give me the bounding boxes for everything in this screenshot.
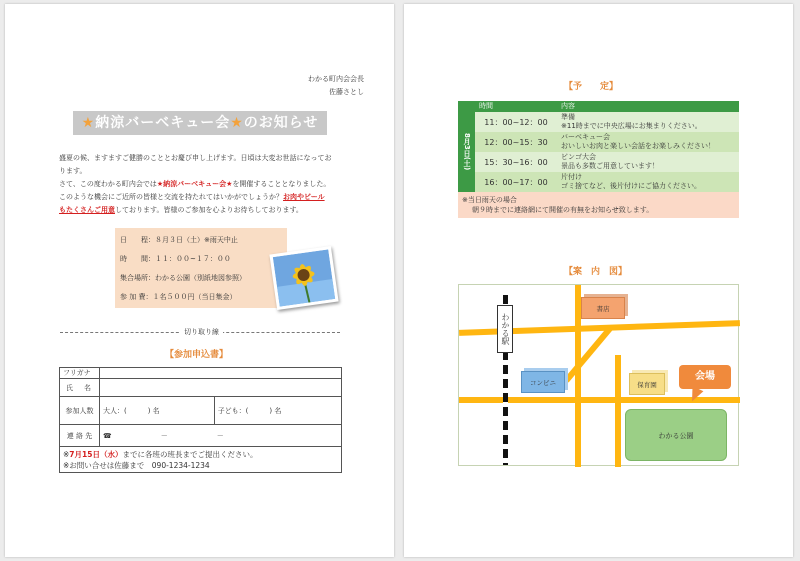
highlight-2: もたくさんご用意 — [59, 206, 115, 214]
sender-org: わかる町内会会長 — [308, 75, 364, 83]
park-area: わかる公園 — [625, 409, 727, 461]
phone-field[interactable]: ☎ － － — [100, 425, 342, 447]
adult-count-field[interactable]: 大人：( ) 名 — [100, 397, 215, 425]
star-icon: ★ — [230, 115, 244, 131]
contact-note: ※お問い合せは佐藤まで 090-1234-1234 — [63, 460, 210, 470]
event-info-box — [115, 228, 287, 308]
station-label: わかる駅 — [497, 305, 513, 353]
schedule-row: 12：00~15：30 バーベキュー会 おいしいお肉と楽しい会話をお楽しみください！ — [458, 132, 739, 152]
star-icon: ★ — [81, 115, 96, 131]
road — [564, 325, 614, 382]
schedule-row: 16：00~17：00 片付け ゴミ捨てなど、後片付けにご協力ください。 — [458, 172, 739, 192]
info-fee: 参 加 費：１名５００円（当日集金） — [120, 293, 237, 301]
body-line-2: ります。 — [59, 167, 87, 175]
furigana-label: フリガナ — [60, 368, 100, 379]
body-line-1: 盛夏の候、ますますご健勝のこととお慶び申し上げます。日頃は大変お世話になってお — [59, 154, 332, 162]
bookstore-building: 書店 — [581, 297, 625, 319]
cut-label: 切り取り線 — [180, 327, 223, 337]
info-place: 集合場所：わかる公園（別紙地図参照） — [120, 274, 246, 282]
name-field[interactable] — [100, 379, 342, 397]
venue-callout: 会場 — [679, 365, 731, 389]
name-label: 氏 名 — [60, 379, 100, 397]
sunflower-image — [273, 249, 335, 306]
header-time: 時間 — [475, 101, 557, 112]
road — [615, 355, 621, 467]
header-content: 内容 — [557, 101, 739, 112]
contact-label: 連 絡 先 — [60, 425, 100, 447]
application-form — [59, 367, 342, 473]
convenience-store-building: コンビニ — [521, 371, 565, 393]
highlight-1: お肉やビール — [283, 193, 325, 201]
form-title: 【参加申込書】 — [165, 350, 229, 360]
nursery-building: 保育園 — [629, 373, 665, 395]
guide-map — [458, 284, 739, 466]
flyer-page-2 — [404, 4, 793, 557]
sender-name: 佐藤さとし — [329, 88, 364, 96]
sunflower-photo — [269, 246, 338, 310]
body-line-4: このような機会にご近所の皆様と交流を持たれてはいかがでしょうか？お肉やビール — [59, 193, 325, 201]
schedule-row: 8月3日(土) 11：00~12：00 準備 ※11時までに中央広場にお集まりください。 — [458, 112, 739, 132]
schedule-date: 8月3日(土) — [458, 112, 475, 192]
body-line-5: もたくさんご用意しております。皆様のご参加を心よりお待ちしております。 — [59, 206, 303, 214]
deadline-note: ※7月15日（水）までに各班の班長までご提出ください。 — [63, 449, 258, 459]
schedule-title: 【予 定】 — [564, 82, 619, 92]
furigana-field[interactable] — [100, 368, 342, 379]
info-time: 時 間：１１：００~１７：００ — [120, 255, 231, 263]
event-name: ★納涼バーベキュー会★ — [156, 180, 233, 188]
schedule-row: 15：30~16：00 ビンゴ大会 景品も多数ご用意しています！ — [458, 152, 739, 172]
page-title — [73, 111, 327, 135]
title-text: 納涼バーベキュー会 — [95, 115, 231, 131]
flyer-page-1 — [5, 4, 394, 557]
count-label: 参加人数 — [60, 397, 100, 425]
map-title: 【案 内 図】 — [564, 267, 628, 277]
rain-note: ※当日雨天の場合 朝９時までに連絡網にて開催の有無をお知らせ致します。 — [458, 192, 739, 218]
title-suffix: のお知らせ — [243, 115, 319, 131]
child-count-field[interactable]: 子ども：( ) 名 — [214, 397, 341, 425]
body-line-3: さて、この度わかる町内会では★納涼バーベキュー会★を開催することとなりました。 — [59, 180, 331, 188]
form-notes — [60, 447, 342, 473]
schedule-table — [458, 101, 739, 218]
info-date: 日 程：８月３日（土）※雨天中止 — [120, 236, 238, 244]
